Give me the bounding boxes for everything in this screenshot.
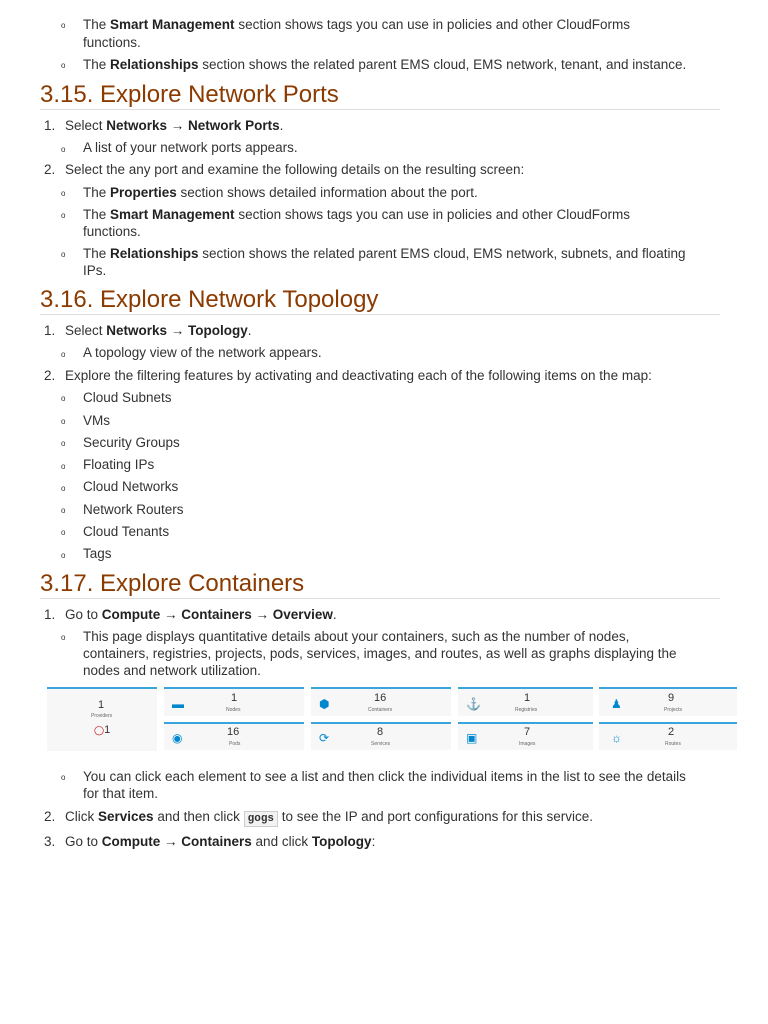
bullet-marker: o [61,633,66,642]
bullet-marker: o [61,21,66,30]
routes-label: Routes [665,741,681,747]
registries-icon: ⚓ [466,697,481,711]
projects-count: 9 [668,692,675,704]
bullet-marker: o [61,189,66,198]
step-select-topology: Select Networks → Topology. [65,323,252,338]
routes-icon: ☼ [611,731,622,745]
bullet-marker: o [61,145,66,154]
filter-item: Cloud Tenants [83,524,170,539]
click-element-note-line-1: You can click each element to see a list and then click the individual items in the list to see the details [83,769,686,784]
providers-label: Providers [91,713,113,719]
bullet-marker: o [61,350,66,359]
section-heading-3-17: 3.17. Explore Containers [40,570,305,597]
services-icon: ⟳ [319,731,330,745]
containers-label: Containers [368,707,393,713]
containers-count: 16 [374,692,387,704]
bullet-marker: o [61,484,66,493]
step-select-network-ports: Select Networks → Network Ports. [65,118,284,133]
services-count: 8 [377,726,384,738]
services-card [311,722,451,750]
bullet-marker: o [61,773,66,782]
bullet-marker: o [61,506,66,515]
heading-rule [40,598,720,599]
click-element-note-line-2: for that item. [83,786,159,801]
nodes-label: Nodes [226,707,241,713]
filter-item: Network Routers [83,502,184,517]
registries-label: Registries [515,707,538,713]
providers-error-count: 1 [104,724,111,736]
heading-rule [40,109,720,110]
overview-description-line-1: This page displays quantitative details about your containers, such as the number of nodes, [83,629,630,644]
top-bullet-smart-management: The Smart Management section shows tags you can use in policies and other CloudForms [83,17,631,32]
bullet-marker: o [61,250,66,259]
projects-label: Projects [664,707,683,713]
filter-item: Security Groups [83,435,180,450]
images-icon: ▣ [466,731,478,745]
bullet-marker: o [61,61,66,70]
step-go-to-overview: Go to Compute → Containers → Overview. [65,607,337,622]
filter-item: Cloud Subnets [83,390,172,405]
bullet-marker: o [61,462,66,471]
filter-item: VMs [83,413,110,428]
bullet-marker: o [61,417,66,426]
images-card [458,722,593,750]
step-select-port: Select the any port and examine the following details on the resulting screen: [65,162,525,177]
projects-card [599,687,737,716]
step-explore-filters: Explore the filtering features by activating and deactivating each of the following items on the map: [65,368,652,383]
bullet-marker: o [61,394,66,403]
network-ports-list-note: A list of your network ports appears. [83,140,298,155]
step-number: 2. [44,368,56,383]
overview-description-line-3: nodes and network utilization. [83,663,261,678]
step-number: 2. [44,162,56,177]
providers-count: 1 [98,699,105,711]
providers-card [47,687,157,751]
bullet-properties: The Properties section shows detailed information about the port. [83,185,478,200]
containers-overview-screenshot [47,687,737,751]
step-click-services: Click Services and then click gogs to see the IP and port configurations for this service. [65,809,593,825]
pods-count: 16 [227,726,240,738]
filter-item: Cloud Networks [83,479,179,494]
filter-item: Tags [83,546,112,561]
containers-icon: ⬢ [319,697,330,711]
step-number: 1. [44,118,56,133]
step-go-to-topology: Go to Compute → Containers and click Topology: [65,834,376,849]
pods-label: Pods [229,741,241,747]
containers-card [311,687,451,716]
images-label: Images [519,741,536,747]
pods-icon: ◉ [172,731,183,745]
routes-count: 2 [668,726,675,738]
step-number: 1. [44,323,56,338]
heading-rule [40,314,720,315]
topology-view-note: A topology view of the network appears. [83,345,322,360]
pods-card [164,722,304,750]
error-icon: ◯ [94,725,105,735]
bullet-smart-management-cont: functions. [83,224,141,239]
routes-card [599,722,737,750]
bullet-marker: o [61,211,66,220]
projects-icon: ♟ [611,697,622,711]
step-number: 1. [44,607,56,622]
overview-description-line-2: containers, registries, projects, pods, services, images, and routes, as well as graphs displaying the [83,646,677,661]
images-count: 7 [524,726,531,738]
filter-item: Floating IPs [83,457,155,472]
section-heading-3-15: 3.15. Explore Network Ports [40,81,339,108]
services-label: Services [371,741,391,747]
registries-count: 1 [524,692,531,704]
registries-card [458,687,593,716]
bullet-marker: o [61,528,66,537]
nodes-icon: ▬ [172,697,184,711]
bullet-marker: o [61,551,66,560]
top-bullet-relationships: The Relationships section shows the related parent EMS cloud, EMS network, tenant, and instance. [83,57,687,72]
bullet-marker: o [61,439,66,448]
providers-error-status [94,724,110,736]
bullet-smart-management: The Smart Management section shows tags you can use in policies and other CloudForms [83,207,631,222]
bullet-relationships-cont: IPs. [83,263,107,278]
section-heading-3-16: 3.16. Explore Network Topology [40,286,379,313]
bullet-relationships: The Relationships section shows the related parent EMS cloud, EMS network, subnets, and floating [83,246,686,261]
step-number: 3. [44,834,56,849]
step-number: 2. [44,809,56,824]
gogs-code: gogs [244,811,278,827]
nodes-card [164,687,304,716]
nodes-count: 1 [231,692,238,704]
top-bullet-smart-management-cont: functions. [83,35,141,50]
